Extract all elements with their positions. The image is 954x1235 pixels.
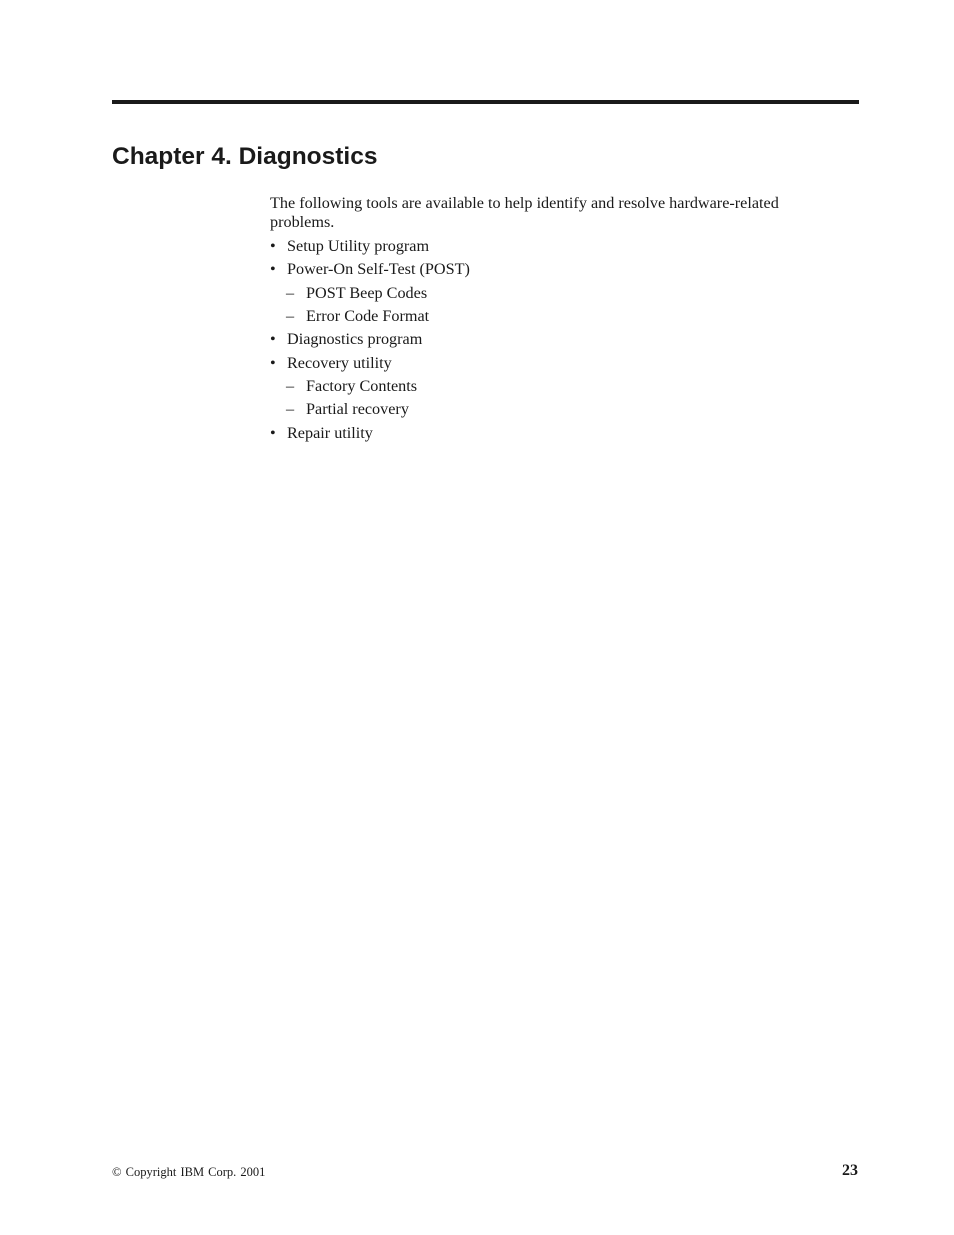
list-item-text: Power-On Self-Test (POST) [287, 260, 470, 278]
chapter-body [270, 194, 830, 442]
list-item-text: Diagnostics program [287, 330, 423, 348]
bullet-marker: • [270, 260, 276, 278]
bullet-marker: • [270, 330, 276, 348]
list-item-text: Setup Utility program [287, 237, 430, 255]
dash-marker: – [286, 377, 295, 395]
page-number: 23 [842, 1162, 858, 1179]
dash-marker: – [286, 400, 295, 418]
chapter-title: Chapter 4. Diagnostics [112, 143, 378, 170]
chapter-rule [112, 100, 859, 104]
bullet-marker: • [270, 424, 276, 442]
sublist-item-text: Factory Contents [306, 377, 418, 395]
dash-marker: – [286, 284, 295, 302]
sublist-item-text: Partial recovery [306, 400, 409, 418]
bullet-marker: • [270, 354, 276, 372]
sublist-item-text: Error Code Format [306, 307, 430, 325]
bullet-marker: • [270, 237, 276, 255]
list-item-text: Repair utility [287, 424, 373, 442]
footer-copyright: © Copyright IBM Corp. 2001 [112, 1165, 266, 1179]
list-item-text: Recovery utility [287, 354, 392, 372]
intro-paragraph: The following tools are available to help identify and resolve hardware-related problems. [270, 194, 779, 231]
dash-marker: – [286, 307, 295, 325]
sublist-item-text: POST Beep Codes [306, 284, 428, 302]
